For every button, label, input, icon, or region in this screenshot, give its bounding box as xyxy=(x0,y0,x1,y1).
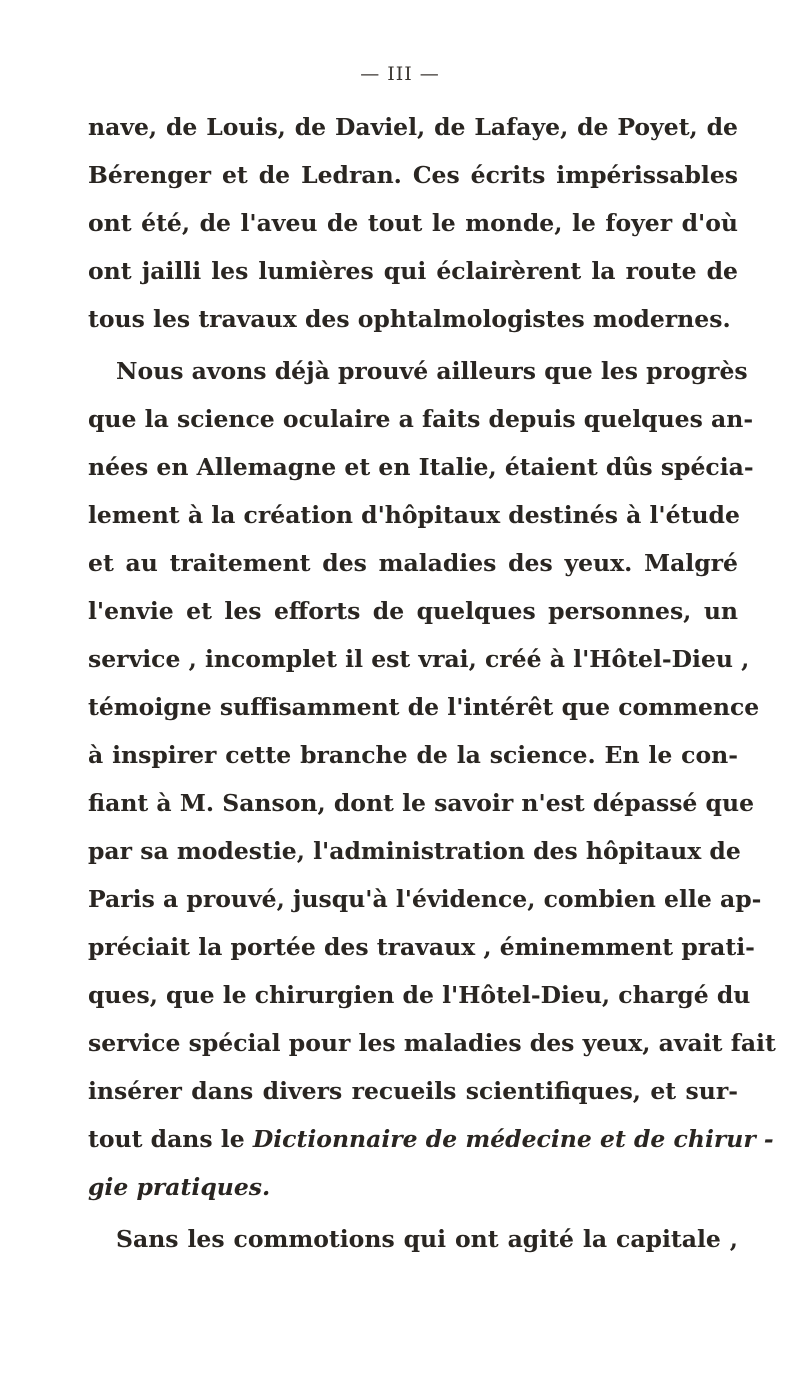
text-line: service , incomplet il est vrai, créé à l'Hôtel-Dieu , xyxy=(88,645,750,673)
text-line: et au traitement des maladies des yeux. Malgré xyxy=(88,549,738,577)
book-title-italic: Dictionnaire de médecine et de chirur - xyxy=(252,1125,774,1153)
text-line: service spécial pour les maladies des yeux, avait fait xyxy=(88,1029,776,1057)
text-line: que la science oculaire a faits depuis quelques an- xyxy=(88,405,754,433)
text-line: nave, de Louis, de Daviel, de Lafaye, de Poyet, de xyxy=(88,113,738,141)
text-line: ques, que le chirurgien de l'Hôtel-Dieu, chargé du xyxy=(88,981,751,1009)
text-line: Paris a prouvé, jusqu'à l'évidence, combien elle ap- xyxy=(88,885,762,913)
text-line: préciait la portée des travaux , éminemment prati- xyxy=(88,933,755,961)
text-run: tout dans le xyxy=(88,1125,253,1153)
text-line: ont été, de l'aveu de tout le monde, le foyer d'où xyxy=(88,209,738,237)
text-line: Nous avons déjà prouvé ailleurs que les progrès xyxy=(116,357,748,385)
text-line: l'envie et les efforts de quelques personnes, un xyxy=(88,597,738,625)
text-line: tous les travaux des ophtalmologistes modernes. xyxy=(88,305,731,333)
text-line: Bérenger et de Ledran. Ces écrits impérissables xyxy=(88,161,738,189)
text-line: à inspirer cette branche de la science. En le con- xyxy=(88,741,738,769)
text-line: par sa modestie, l'administration des hôpitaux de xyxy=(88,837,741,865)
page-number-header: — III — xyxy=(360,63,440,85)
text-line: Sans les commotions qui ont agité la capitale , xyxy=(116,1225,738,1253)
text-line: nées en Allemagne et en Italie, étaient dûs spécia- xyxy=(88,453,754,481)
text-line xyxy=(88,1124,774,1154)
text-line: fiant à M. Sanson, dont le savoir n'est dépassé que xyxy=(88,789,755,817)
text-line: ont jailli les lumières qui éclairèrent la route de xyxy=(88,257,738,285)
text-line: insérer dans divers recueils scientifiques, et sur- xyxy=(88,1077,738,1105)
book-title-italic: gie pratiques. xyxy=(88,1173,271,1201)
text-line: lement à la création d'hôpitaux destinés à l'étude xyxy=(88,501,740,529)
text-line: témoigne suffisamment de l'intérêt que commence xyxy=(88,693,760,721)
